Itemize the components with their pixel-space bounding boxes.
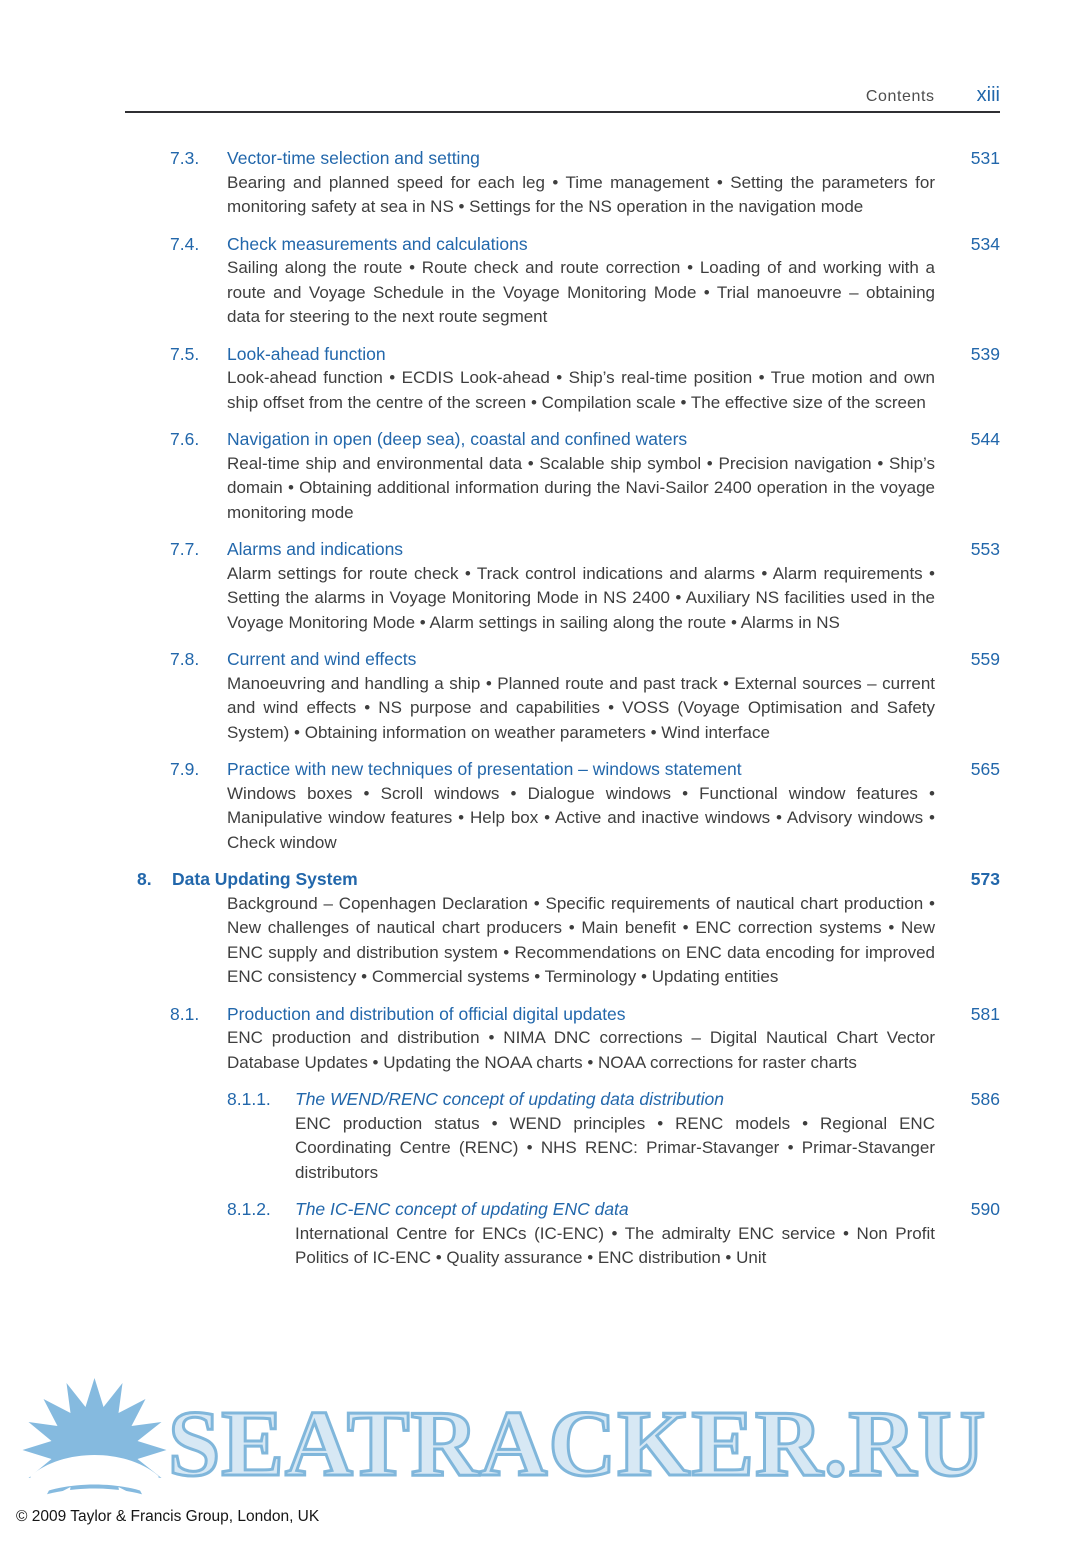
entry-description: International Centre for ENCs (IC-ENC) • The admiralty ENC service • Non Profit Politics of IC-ENC • Quality assurance • ENC distribution • Unit bbox=[295, 1223, 935, 1267]
entry-description: ENC production status • WEND principles • RENC models • Regional ENC Coordinating Centre (RENC) • NHS RENC: Primar-Stavanger • Primar-Stavanger distributors bbox=[295, 1113, 935, 1182]
entry-page-number: 531 bbox=[970, 148, 1000, 168]
entry-title: Production and distribution of official digital updates bbox=[227, 1003, 626, 1024]
entry-description: Manoeuvring and handling a ship • Planned route and past track • External sources – current and wind effects • NS purpose and capabilities • VOSS (Voyage Optimisation and Safety System) • Obtaining information on weather parameters • Wind interface bbox=[227, 673, 935, 742]
entry-description: Windows boxes • Scroll windows • Dialogue windows • Functional window features • Manipulative window features • Help box • Active and inactive windows • Advisory windows • Check window bbox=[227, 783, 935, 852]
entry-title: Data Updating System bbox=[172, 869, 358, 889]
entry-description: Alarm settings for route check • Track control indications and alarms • Alarm requirements • Setting the alarms in Voyage Monitoring Mode in NS 2400 • Auxiliary NS facilities used in the Voyage Monitoring Mode • Alarm settings in sailing along the route • Alarms in NS bbox=[227, 563, 935, 632]
toc-entry-head bbox=[170, 232, 1000, 257]
entry-page-number: 586 bbox=[970, 1089, 1000, 1109]
toc-entry bbox=[137, 1197, 1000, 1271]
entry-number: 7.5. bbox=[170, 343, 200, 364]
entry-title: Alarms and indications bbox=[227, 539, 404, 559]
entry-title: Practice with new techniques of presentation – windows statement bbox=[227, 759, 742, 779]
entry-page-number: 581 bbox=[970, 1003, 1000, 1024]
entry-number: 7.7. bbox=[170, 539, 200, 559]
toc-entry bbox=[137, 342, 1000, 416]
watermark-text: SEATRACKER.RU bbox=[168, 1392, 987, 1496]
toc-entry bbox=[137, 146, 1000, 220]
toc-entry bbox=[137, 1002, 1000, 1076]
toc-entry bbox=[137, 867, 1000, 990]
toc-entry-head bbox=[137, 867, 1000, 892]
entry-number: 8.1. bbox=[170, 1003, 200, 1024]
entry-description: Sailing along the route • Route check and route correction • Loading of and working with a route and Voyage Schedule in the Voyage Monitoring Mode • Trial manoeuvre – obtaining data for steering to the next route segment bbox=[227, 258, 935, 326]
toc-entry-head bbox=[170, 1002, 1000, 1027]
entry-page-number: 553 bbox=[970, 539, 1000, 559]
entry-number: 7.6. bbox=[170, 429, 200, 449]
page-header bbox=[125, 84, 1000, 107]
entry-title: Current and wind effects bbox=[227, 649, 417, 669]
toc-entry-head bbox=[170, 146, 1000, 171]
header-contents-label: Contents bbox=[865, 88, 935, 105]
entry-page-number: 539 bbox=[970, 343, 1000, 364]
header-page-number: xiii bbox=[976, 84, 1000, 106]
toc-list bbox=[137, 146, 1000, 1283]
toc-entry bbox=[137, 757, 1000, 855]
toc-entry-head bbox=[170, 757, 1000, 782]
entry-number: 7.9. bbox=[170, 759, 200, 779]
toc-entry bbox=[137, 232, 1000, 330]
entry-description: Look-ahead function • ECDIS Look-ahead • Ship’s real-time position • True motion and own ship offset from the centre of the screen • Compilation scale • The effective size of the screen bbox=[227, 368, 935, 412]
entry-title: Vector-time selection and setting bbox=[227, 148, 480, 168]
entry-title: Look-ahead function bbox=[227, 343, 386, 364]
entry-description: Bearing and planned speed for each leg • Time management • Setting the parameters for monitoring safety at sea in NS • Settings for the NS operation in the navigation mode bbox=[227, 172, 935, 216]
toc-entry bbox=[137, 1087, 1000, 1185]
toc-entry-head bbox=[227, 1197, 1000, 1222]
entry-page-number: 544 bbox=[970, 429, 1000, 449]
entry-number: 8.1.1. bbox=[227, 1089, 271, 1109]
entry-page-number: 590 bbox=[970, 1199, 1000, 1219]
entry-title: The IC-ENC concept of updating ENC data bbox=[295, 1199, 629, 1219]
toc-entry bbox=[137, 647, 1000, 745]
header-rule bbox=[125, 111, 1000, 113]
entry-number: 7.8. bbox=[170, 649, 200, 669]
entry-description: Real-time ship and environmental data • Scalable ship symbol • Precision navigation • Ship’s domain • Obtaining additional information during the Navi-Sailor 2400 operation in the voyage monitoring mode bbox=[227, 453, 935, 522]
toc-entry-head bbox=[170, 537, 1000, 562]
sun-logo-icon bbox=[12, 1372, 177, 1524]
toc-entry bbox=[137, 427, 1000, 525]
entry-title: The WEND/RENC concept of updating data distribution bbox=[295, 1089, 724, 1109]
toc-entry-head bbox=[227, 1087, 1000, 1112]
entry-description: ENC production and distribution • NIMA DNC corrections – Digital Nautical Chart Vector Database Updates • Updating the NOAA charts • NOAA corrections for raster charts bbox=[227, 1028, 935, 1072]
entry-title: Navigation in open (deep sea), coastal and confined waters bbox=[227, 429, 688, 449]
entry-title: Check measurements and calculations bbox=[227, 233, 528, 254]
toc-entry bbox=[137, 537, 1000, 635]
copyright-text: © 2009 Taylor & Francis Group, London, UK bbox=[16, 1508, 320, 1525]
entry-page-number: 534 bbox=[970, 233, 1000, 254]
entry-number: 8.1.2. bbox=[227, 1199, 271, 1219]
toc-entry-head bbox=[170, 342, 1000, 367]
entry-number: 7.3. bbox=[170, 148, 200, 168]
toc-entry-head bbox=[170, 427, 1000, 452]
entry-page-number: 559 bbox=[970, 649, 1000, 669]
toc-entry-head bbox=[170, 647, 1000, 672]
entry-number: 7.4. bbox=[170, 233, 200, 254]
entry-page-number: 573 bbox=[970, 869, 1000, 889]
entry-page-number: 565 bbox=[970, 759, 1000, 779]
entry-number: 8. bbox=[137, 869, 152, 889]
entry-description: Background – Copenhagen Declaration • Specific requirements of nautical chart production • New challenges of nautical chart producers • Main benefit • ENC correction systems • New ENC supply and distribution system • Recommendations on ENC data encoding for improved ENC consistency • Commercial systems • Terminology • Updating entities bbox=[227, 893, 935, 986]
